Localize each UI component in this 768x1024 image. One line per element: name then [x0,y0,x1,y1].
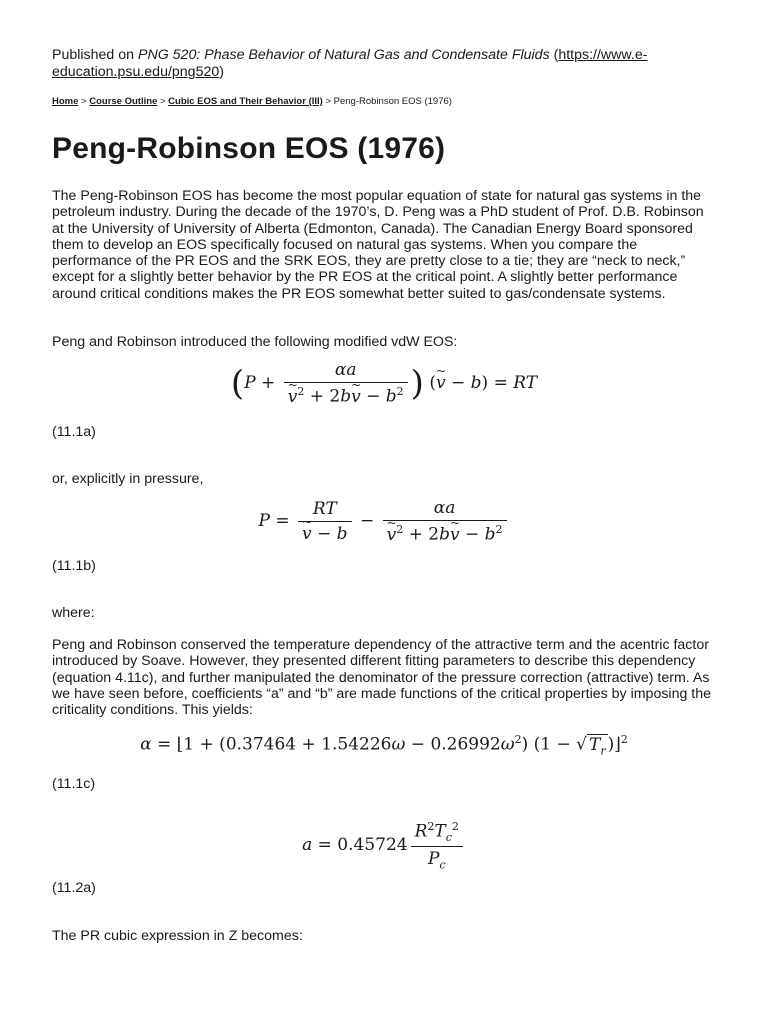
coef-0-26992: 0.26992 [430,734,501,755]
explicitly-paragraph: or, explicitly in pressure, [52,471,204,487]
paren-open: ( [549,47,559,63]
equation-11-1b: P = RT ~ v − b − αa ~ $v^2$ + 2b~ $v - b^2$ [0,498,768,545]
breadcrumb-separator: > [157,96,169,107]
breadcrumb-separator: > [322,96,334,107]
equation-label-11-1b: (11.1b) [52,558,96,574]
intro-paragraph: The Peng-Robinson EOS has become the most popular equation of state for natural gas systems in the petroleum industry. During the decade of the 1970’s, D. Peng was a PhD student of Prof. D.B. Robinson at the University of University of Alberta (Edmonton, Canada). The Canadian Energy Board sponsored them to develop an EOS specifically focused on natural gas systems. When you compare the performance of the PR EOS and the SRK EOS, they are pretty close to a tie; they are “neck to neck,” except for a slightly better behavior by the PR EOS at the critical point. A slightly better performance around critical conditions makes the PR EOS somewhat better suited to gas/condensate systems. [52,188,704,302]
where-paragraph: where: [52,605,95,621]
page-title: Peng-Robinson EOS (1976) [52,132,446,165]
equation-label-11-1c: (11.1c) [52,776,96,792]
equation-label-11-1a: (11.1a) [52,424,96,440]
published-prefix: Published on [52,47,138,63]
breadcrumb [52,96,452,108]
equation-11-2a: a = 0.45724 $\frac{R^2T_c^2}{P_c}$ [0,820,768,871]
breadcrumb-current: Peng-Robinson EOS (1976) [333,96,452,107]
published-on-line [52,47,722,81]
breadcrumb-home-link[interactable]: Home [52,96,79,107]
conserved-paragraph: Peng and Robinson conserved the temperature dependency of the attractive term and the acentric factor introduced by Soave. However, they presented different fitting parameters to describe this dependency (equation 4.11c), and further manipulated the denominator of the pressure correction (attractive) term. As we have seen before, coefficients “a” and “b” are made functions of the critical properties by imposing the criticality conditions. This yields: [52,637,712,719]
coef-0-37464: 0.37464 [225,734,297,755]
equation-label-11-2a: (11.2a) [52,880,96,896]
breadcrumb-course-outline-link[interactable]: Course Outline [89,96,158,107]
introduced-paragraph: Peng and Robinson introduced the following modified vdW EOS: [52,334,458,350]
coef-0-45724: 0.45724 [337,835,408,856]
breadcrumb-separator: > [78,96,90,107]
equation-11-1a: (P + αa ~ $v^2$ + 2b~ $v - b^2$ ) (~ v − b) = RT [0,360,768,407]
paren-close: ) [219,64,224,80]
course-url-link[interactable]: https://www.e-education.psu.edu/png520 [52,47,648,80]
course-title: PNG 520: Phase Behavior of Natural Gas and Condensate Fluids [137,47,550,63]
equation-11-1c: α = ⌊1 + $(0.37464 + 1.54226\omega - 0.26992\omega^2)$ (1 − √ $T_r$ )⌋$^2$ [140,733,628,758]
breadcrumb-section-link[interactable]: Cubic EOS and Their Behavior (III) [168,96,323,107]
cubic-paragraph: The PR cubic expression in Z becomes: [52,928,303,944]
coef-1-54226: 1.54226 [321,734,392,755]
